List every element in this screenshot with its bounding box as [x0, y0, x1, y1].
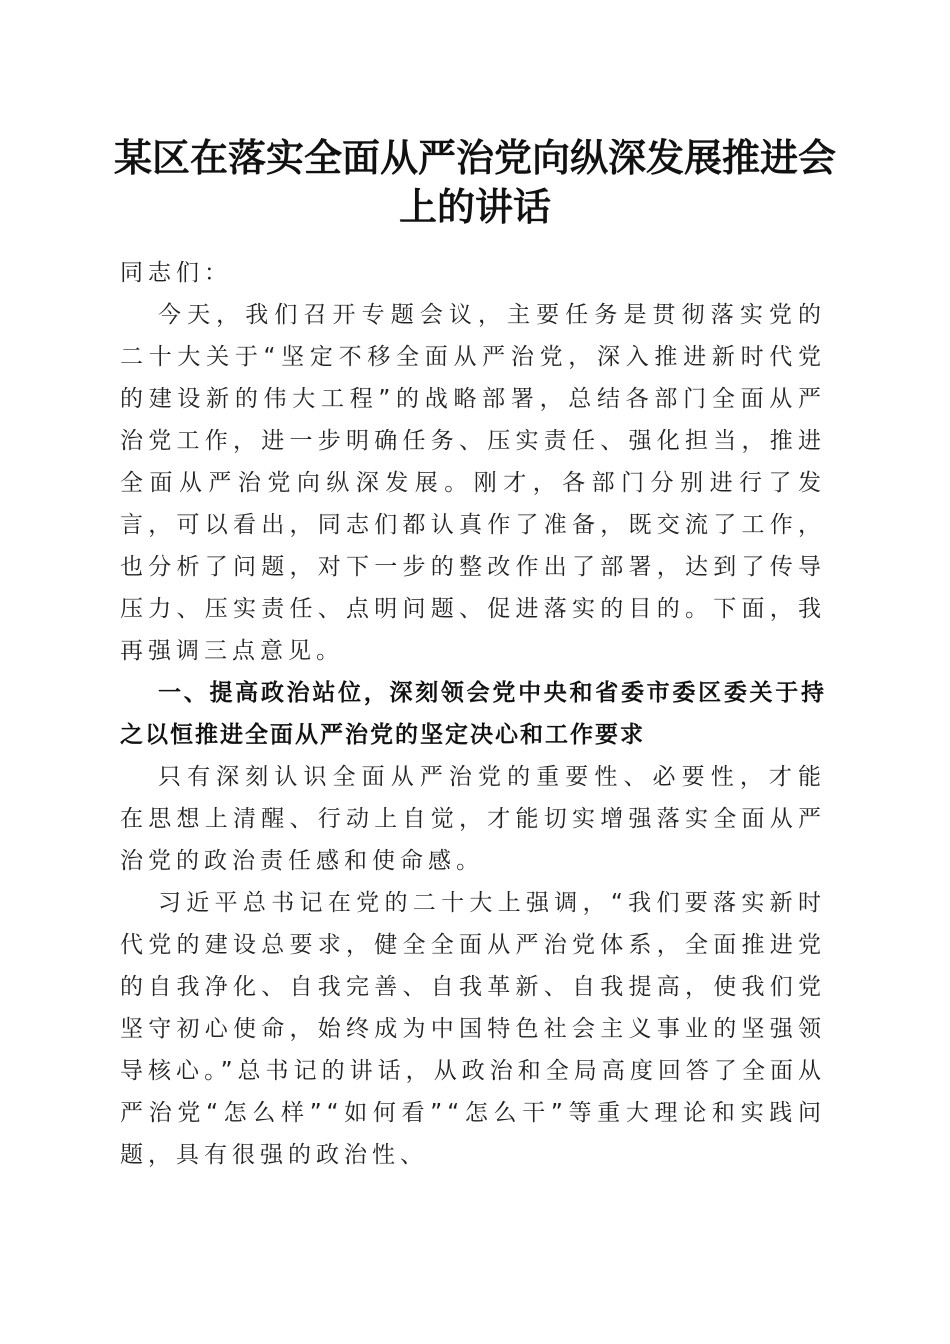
section-1-paragraph-1: 只有深刻认识全面从严治党的重要性、必要性，才能在思想上清醒、行动上自觉，才能切实增强落实全面从严治党的政治责任感和使命感。: [120, 764, 826, 874]
opening-paragraph: 今天，我们召开专题会议，主要任务是贯彻落实党的二十大关于“坚定不移全面从严治党，深入推进新时代党的建设新的伟大工程”的战略部署，总结各部门全面从严治党工作，进一步明确任务、压实责任、强化担当，推进全面从严治党向纵深发展。刚才，各部门分别进行了发言，可以看出，同志们都认真作了准备，既交流了工作，也分析了问题，对下一步的整改作出了部署，达到了传导压力、压实责任、点明问题、促进落实的目的。下面，我再强调三点意见。: [120, 302, 826, 664]
document-body: [120, 252, 826, 1176]
section-1-paragraph-2: 习近平总书记在党的二十大上强调，“我们要落实新时代党的建设总要求，健全全面从严治党体系，全面推进党的自我净化、自我完善、自我革新、自我提高，使我们党坚守初心使命，始终成为中国特色社会主义事业的坚强领导核心。”总书记的讲话，从政治和全局高度回答了全面从严治党“怎么样”“如何看”“怎么干”等重大理论和实践问题，具有很强的政治性、: [120, 890, 826, 1168]
section-heading-1: 一、提高政治站位，深刻领会党中央和省委市委区委关于持之以恒推进全面从严治党的坚定决心和工作要求: [120, 680, 826, 748]
document-title: 某区在落实全面从严治党向纵深发展推进会上的讲话: [113, 135, 836, 229]
salutation: 同志们：: [120, 260, 232, 286]
